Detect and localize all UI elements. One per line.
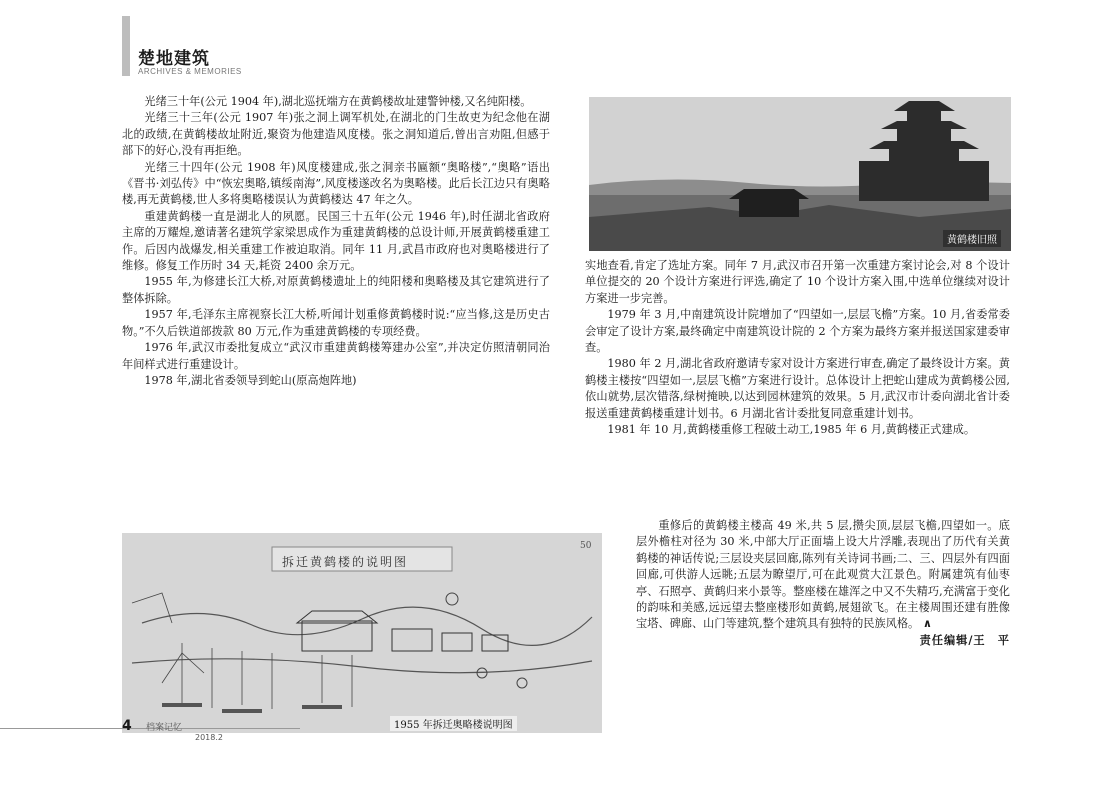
paragraph [636,518,1010,647]
old-tower-photo [589,97,1011,251]
paragraph: 1957 年,毛泽东主席视察长江大桥,听闻计划重修黄鹤楼时说:“应当修,这是历史古物。”不久后铁道部拨款 80 万元,作为重建黄鹤楼的专项经费。 [122,308,550,338]
paragraph: 光绪三十年(公元 1904 年),湖北巡抚端方在黄鹤楼故址建警钟楼,又名纯阳楼。 [144,95,532,108]
left-column [122,94,550,389]
paragraph: 1981 年 10 月,黄鹤楼重修工程破土动工,1985 年 6 月,黄鹤楼正式建成。 [607,423,976,437]
issue-date: 2018.2 [195,733,223,742]
tower-photo-image [589,97,1011,251]
paragraph: 1980 年 2 月,湖北省政府邀请专家对设计方案进行审查,确定了最终设计方案。黄鹤楼主楼按“四望如一,层层飞檐”方案进行设计。总体设计上把蛇山建成为黄鹤楼公园,依山就势,层次错落,绿树掩映,以达到园林建筑的效果。5 月,武汉市计委向湖北省计委报送重建黄鹤楼重建计划书。6 月湖北省计委批复同意重建计划书。 [585,357,1010,420]
paragraph: 光绪三十四年(公元 1908 年)风度楼建成,张之洞亲书匾额“奥略楼”,“奥略”语出《晋书·刘弘传》中“恢宏奥略,镇绥南海”,风度楼遂改名为奥略楼。此后长江边只有奥略楼,再无黄鹤楼,世人多将奥略楼误认为黄鹤楼达 47 年之久。 [122,160,550,207]
editor-credit: 责任编辑/王 平 [919,633,1010,647]
paragraph: 1976 年,武汉市委批复成立“武汉市重建黄鹤楼筹建办公室”,并决定仿照清朝同治年间样式进行重建设计。 [122,341,550,371]
magazine-name: 档案记忆 [146,723,183,733]
right-column-top [585,258,1010,438]
demolition-plan-drawing [122,533,602,733]
section-subtitle: ARCHIVES & MEMORIES [138,67,242,76]
plan-corner-mark: 50 [580,541,592,551]
photo-caption: 黄鹤楼旧照 [943,230,1001,247]
paragraph: 实地查看,肯定了选址方案。同年 7 月,武汉市召开第一次重建方案讨论会,对 8 个设计单位提交的 20 个设计方案进行评选,确定了 10 个设计方案入围,中选单位继续对设计方案进一步完善。 [585,259,1010,305]
paragraph: 1979 年 3 月,中南建筑设计院增加了“四望如一,层层飞檐”方案。10 月,省委常委会审定了设计方案,最终确定中南建筑设计院的 2 个方案为最终方案并报送国家建委审查。 [585,308,1010,355]
end-mark: ∧ [922,617,932,631]
page-number: 4 [122,718,132,734]
plan-caption: 1955 年拆迁奥略楼说明图 [390,716,517,731]
header-bar [122,16,130,76]
paragraph: 重建黄鹤楼一直是湖北人的夙愿。民国三十五年(公元 1946 年),时任湖北省政府主席的万耀煌,邀请著名建筑学家梁思成作为重建黄鹤楼的总设计师,开展黄鹤楼重建工作。后因内战爆发,相关重建工作被迫取消。同年 11 月,武昌市政府也对奥略楼进行了维修。修复工作历时 34 天,耗资 2400 余万元。 [122,209,550,273]
plan-title: 拆迁黄鹤楼的说明图 [282,555,409,569]
right-column-bottom [636,518,1010,649]
section-title: 楚地建筑 [138,49,210,69]
paragraph: 1978 年,湖北省委领导到蛇山(原高炮阵地) [144,373,357,387]
closing-paragraph-text: 重修后的黄鹤楼主楼高 49 米,共 5 层,攒尖顶,层层飞檐,四望如一。底层外檐柱对径为 30 米,中部大厅正面墙上设大片浮雕,表现出了历代有关黄鹤楼的神话传说;三层设夹层回廊,陈列有关诗词书画;二、三、四层外有四面回廊,可供游人远眺;五层为瞭望厅,可在此观赏大江景色。附属建筑有仙枣亭、石照亭、黄鹤归来小景等。整座楼在雄浑之中又不失精巧,充满富于变化的韵味和美感,远远望去整座楼形如黄鹤,展翅欲飞。在主楼周围还建有胜像宝塔、碑廊、山门等建筑,整个建筑具有独特的民族风格。 [636,519,1010,631]
paragraph: 光绪三十三年(公元 1907 年)张之洞上调军机处,在湖北的门生故吏为纪念他在湖北的政绩,在黄鹤楼故址附近,聚资为他建造风度楼。张之洞知道后,曾出言劝阻,但感于部下的好心,没有再拒绝。 [122,111,550,158]
paragraph: 1955 年,为修建长江大桥,对原黄鹤楼遗址上的纯阳楼和奥略楼及其它建筑进行了整体拆除。 [122,275,550,305]
